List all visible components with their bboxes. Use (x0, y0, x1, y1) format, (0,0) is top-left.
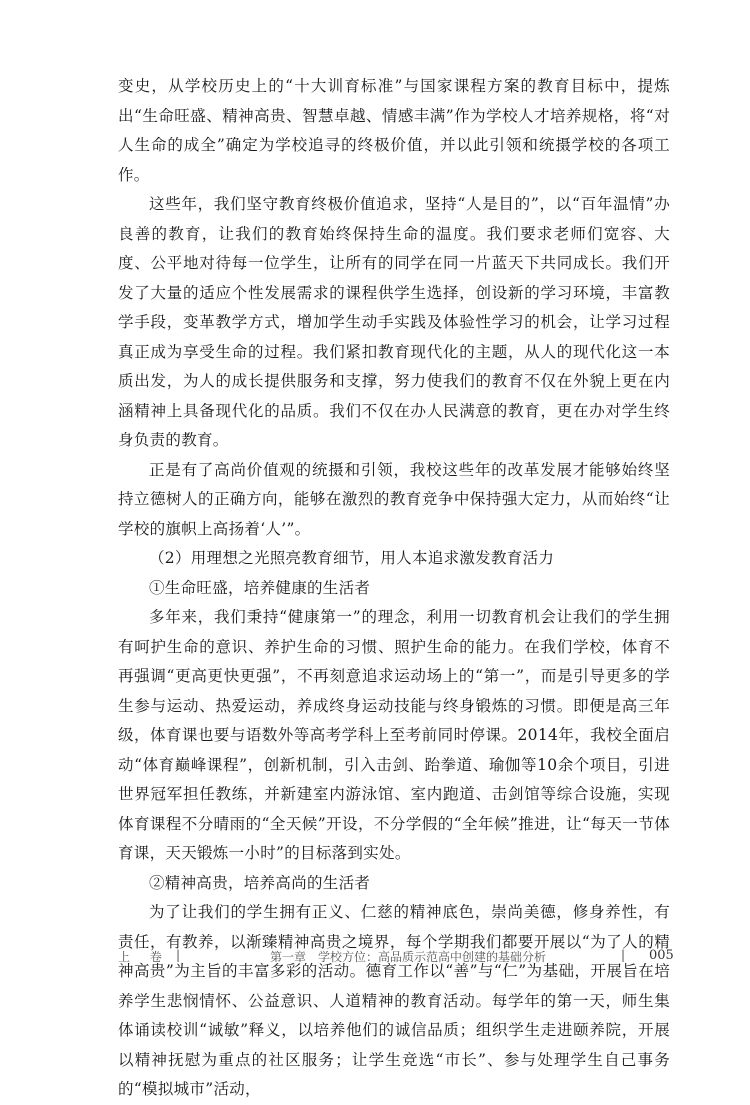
subheading-1: ①生命旺盛，培养健康的生活者 (149, 578, 371, 597)
paragraph-1: 变史，从学校历史上的“十大训育标准”与国家课程方案的教育目标中，提炼出“生命旺盛、精神高贵、智慧卓越、情感丰满”作为学校人才培养规格，将“对人生命的成全”确定为学校追寻的终极价值，并以此引领和统摄学校的各项工作。 (118, 77, 670, 184)
paragraph-3: 正是有了高尚价值观的统摄和引领，我校这些年的改革发展才能够始终坚持立德树人的正确方向，能够在激烈的教育竞争中保持强大定力，从而始终“让学校的旗帜上高扬着‘人’”。 (118, 460, 670, 538)
footer-chapter-title: 第一章 学校方位：高品质示范高中创建的基础分析 (270, 950, 547, 964)
footer-separator: | (176, 948, 181, 962)
paragraph-4: 多年来，我们秉持“健康第一”的理念，利用一切教育机会让我们的学生拥有呵护生命的意识、养护生命的习惯、照护生命的能力。在我们学校，体育不再强调“更高更快更强”，不再刻意追求运动场上的“第一”，而是引导更多的学生参与运动、热爱运动，养成终身运动技能与终身锻炼的习惯。即便是高三年级，体育课也要与语数外等高考学科上至考前同时停课。2014年，我校全面启动“体育巅峰课程”，创新机制，引入击剑、跆拳道、瑜伽等10余个项目，引进世界冠军担任教练，并新建室内游泳馆、室内跑道、击剑馆等综合设施，实现体育课程不分晴雨的“全天候”开设，不分学假的“全年候”推进，让“每天一节体育课，天天锻炼一小时”的目标落到实处。 (118, 608, 670, 862)
paragraph-5: 为了让我们的学生拥有正义、仁慈的精神底色，崇尚美德，修身养性，有责任，有教养，以渐臻精神高贵之境界，每个学期我们都要开展以“为了人的精神高贵”为主旨的丰富多彩的活动。德育工作以“善”与“仁”为基础，开展旨在培养学生悲悯情怀、公益意识、人道精神的教育活动。每学年的第一天，师生集体诵读校训“诚敏”释义，以培养他们的诚信品质；组织学生走进颐养院，开展以精神抚慰为重点的社区服务；让学生竞选“市长”、参与处理学生自己事务的“模拟城市”活动， (118, 903, 670, 1098)
subheading-2: ②精神高贵，培养高尚的生活者 (149, 873, 371, 892)
paragraph-2: 这些年，我们坚守教育终极价值追求，坚持“人是目的”，以“百年温情”办良善的教育，让我们的教育始终保持生命的温度。我们要求老师们宽容、大度、公平地对待每一位学生，让所有的同学在同一片蓝天下共同成长。我们开发了大量的适应个性发展需求的课程供学生选择，创设新的学习环境，丰富教学手段，变革教学方式，增加学生动手实践及体验性学习的机会，让学习过程真正成为享受生命的过程。我们紧扣教育现代化的主题，从人的现代化这一本质出发，为人的成长提供服务和支撑，努力使我们的教育不仅在外貌上更在内涵精神上具备现代化的品质。我们不仅在办人民满意的教育，更在办对学生终身负责的教育。 (118, 195, 670, 449)
section-heading-2: （2）用理想之光照亮教育细节，用人本追求激发教育活力 (149, 549, 555, 567)
page-footer (118, 948, 674, 972)
footer-volume: 上 卷 (118, 950, 170, 964)
footer-separator: | (621, 948, 626, 962)
page-number: 005 (649, 948, 674, 963)
